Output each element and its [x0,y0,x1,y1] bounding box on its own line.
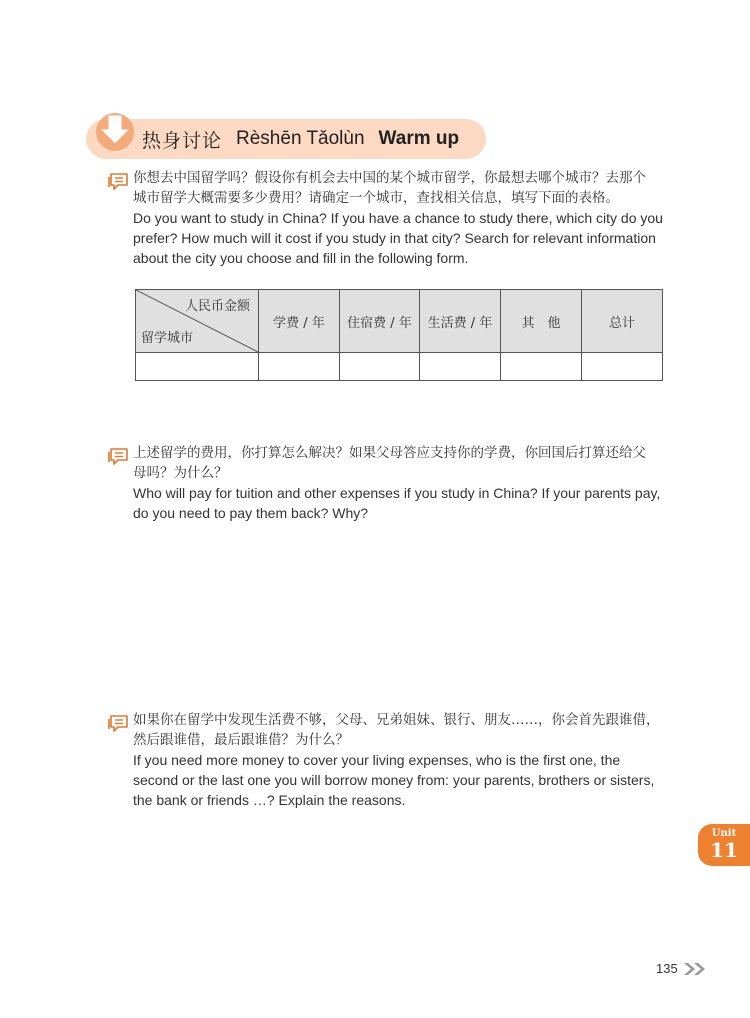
question-1-zh-line2: 城市留学大概需要多少费用？请确定一个城市，查找相关信息，填写下面的表格。 [133,190,619,206]
question-3-en: If you need more money to cover your living expenses, who is the first one, the second or the last one you will borrow money from: your parents, brothers or sisters, the bank or friends …? Explain the reasons. [133,752,655,808]
title-english: Warm up [378,128,460,149]
question-3 [133,710,665,810]
column-header-living: 生活费 / 年 [420,290,501,353]
table-cell-total[interactable] [582,353,663,381]
question-1 [133,168,665,268]
corner-top-label: 人民币金额 [184,299,250,314]
cost-table [135,289,663,381]
table-cell-living[interactable] [420,353,501,381]
unit-number: 11 [710,838,738,862]
double-chevron-right-icon [683,962,707,976]
title-chinese: 热身讨论 [142,129,223,152]
question-2 [133,443,665,523]
table-cell-accommodation[interactable] [340,353,420,381]
question-3-zh-line2: 然后跟谁借，最后跟谁借？为什么？ [133,732,349,748]
discussion-icon [108,714,130,732]
question-1-zh-line1: 你想去中国留学吗？假设你有机会去中国的某个城市留学，你最想去哪个城市？去那个 [133,170,646,186]
discussion-icon [108,447,130,465]
unit-tab [698,824,750,866]
corner-bottom-label: 留学城市 [141,331,194,346]
title-pinyin: Rèshēn Tǎolùn [236,128,365,149]
table-row [136,353,663,381]
question-1-en: Do you want to study in China? If you have a chance to study there, which city do you prefer? How much will it cost if you study in that city? Search for relevant information about the city you choose and fill in the following form. [133,210,663,266]
table-cell-other[interactable] [501,353,582,381]
unit-label: Unit [711,828,737,839]
column-header-total: 总计 [582,290,663,353]
question-2-zh-line2: 母吗？为什么？ [133,465,228,481]
question-2-zh-line1: 上述留学的费用，你打算怎么解决？如果父母答应支持你的学费，你回国后打算还给父 [133,445,646,461]
table-cell-city[interactable] [136,353,259,381]
section-title [142,124,459,154]
question-2-en: Who will pay for tuition and other expenses if you study in China? If your parents pay, do you need to pay them back? Why? [133,485,661,521]
down-arrow-icon [92,107,138,153]
table-cell-tuition[interactable] [259,353,340,381]
column-header-tuition: 学费 / 年 [259,290,340,353]
question-3-zh-line1: 如果你在留学中发现生活费不够，父母、兄弟姐妹、银行、朋友……，你会首先跟谁借， [133,712,660,728]
column-header-accommodation: 住宿费 / 年 [340,290,420,353]
page-number: 135 [656,961,678,976]
discussion-icon [108,172,130,190]
table-corner-cell [136,290,259,353]
column-header-other: 其 他 [501,290,582,353]
